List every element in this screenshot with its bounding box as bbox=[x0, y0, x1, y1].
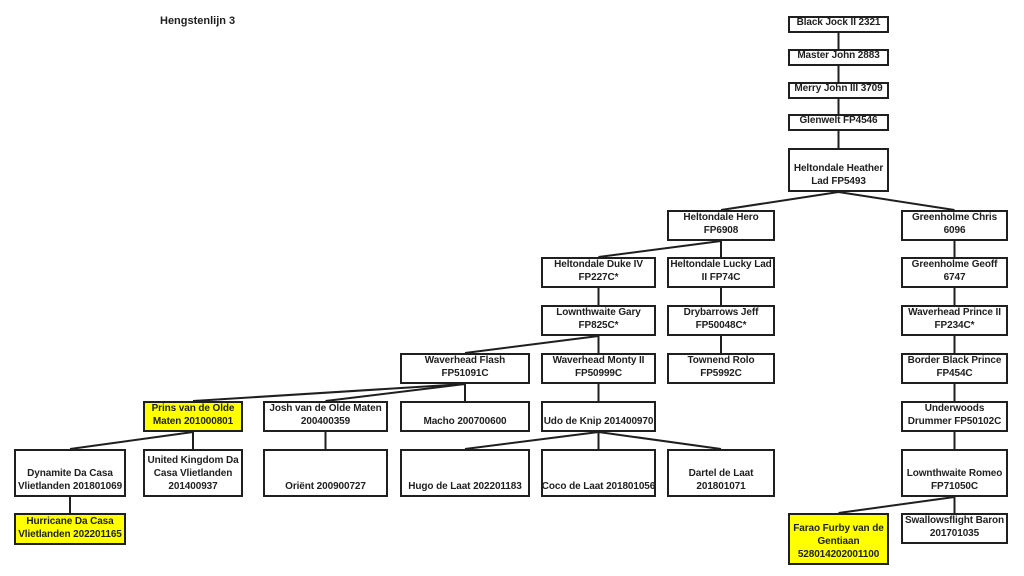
page-title: Hengstenlijn 3 bbox=[160, 15, 236, 27]
connector-romeo-farao bbox=[839, 497, 955, 513]
connector-flash-prins bbox=[193, 384, 465, 401]
node-label-line: Swallowsflight Baron bbox=[904, 515, 1005, 526]
node-label-line: Merry John III 3709 bbox=[794, 83, 883, 94]
pedigree-node-hero bbox=[667, 210, 775, 241]
node-label-line: Josh van de Olde Maten bbox=[269, 403, 382, 414]
pedigree-node-blackjock bbox=[788, 16, 889, 33]
node-label-line: Dynamite Da Casa bbox=[27, 468, 113, 479]
node-label-line: Greenholme Chris bbox=[911, 212, 998, 223]
pedigree-node-drummer bbox=[901, 401, 1008, 432]
node-label-line: Lad FP5493 bbox=[811, 176, 866, 187]
pedigree-node-luckylad bbox=[667, 257, 775, 288]
node-label-line: Hurricane Da Casa bbox=[26, 516, 114, 527]
pedigree-node-swallowsflight bbox=[901, 513, 1008, 544]
node-label-line: Glenwelt FP4546 bbox=[799, 115, 878, 126]
node-label-line: Oriënt 200900727 bbox=[285, 481, 366, 492]
pedigree-node-masterjohn bbox=[788, 49, 889, 66]
node-label-line: Heltondale Lucky Lad bbox=[670, 259, 772, 270]
pedigree-node-dynamite bbox=[14, 449, 126, 497]
node-label-line: Coco de Laat 201801056 bbox=[541, 481, 656, 492]
node-label-line: Vlietlanden 202201165 bbox=[18, 529, 122, 540]
pedigree-node-jeff bbox=[667, 305, 775, 336]
node-label-line: Lownthwaite Romeo bbox=[906, 468, 1003, 479]
node-label-line: Greenholme Geoff bbox=[911, 259, 998, 270]
node-label-line: 201801071 bbox=[696, 481, 746, 492]
node-label-line: Heltondale Hero bbox=[683, 212, 759, 223]
node-label-line: FP50048C* bbox=[695, 320, 747, 331]
node-label-line: Gentiaan bbox=[817, 536, 860, 547]
pedigree-node-princeii bbox=[901, 305, 1008, 336]
node-label-line: Black Jock II 2321 bbox=[796, 17, 881, 28]
node-label-line: FP454C bbox=[936, 368, 973, 379]
pedigree-node-hurricane bbox=[14, 513, 126, 545]
connector-gary-flash bbox=[465, 336, 599, 353]
node-label-line: Casa Vlietlanden bbox=[153, 468, 233, 479]
node-label-line: FP234C* bbox=[934, 320, 975, 331]
pedigree-node-gary bbox=[541, 305, 656, 336]
node-label-line: Waverhead Prince II bbox=[908, 307, 1001, 318]
node-label-line: FP50999C bbox=[574, 368, 622, 379]
node-label-line: Drummer FP50102C bbox=[907, 416, 1002, 427]
pedigree-node-josh bbox=[263, 401, 388, 432]
node-label-line: 6096 bbox=[943, 225, 966, 236]
pedigree-node-dartel bbox=[667, 449, 775, 497]
pedigree-node-rolo bbox=[667, 353, 775, 384]
connector-flash-josh bbox=[326, 384, 466, 401]
pedigree-node-glenwelt bbox=[788, 114, 889, 131]
pedigree-node-heatherlad bbox=[788, 148, 889, 192]
node-label-line: II FP74C bbox=[701, 272, 741, 283]
node-label-line: FP51091C bbox=[441, 368, 489, 379]
node-label-line: Waverhead Flash bbox=[424, 355, 506, 366]
pedigree-node-geoff bbox=[901, 257, 1008, 288]
node-label-line: Underwoods bbox=[924, 403, 985, 414]
connector-hero-duke bbox=[599, 241, 722, 257]
pedigree-node-unitedkingdom bbox=[143, 449, 243, 497]
connector-udo-hugo bbox=[465, 432, 599, 449]
pedigree-node-coco bbox=[541, 449, 656, 497]
node-label-line: 528014202001100 bbox=[797, 549, 880, 560]
pedigree-node-merryjohn bbox=[788, 82, 889, 99]
connector-heatherlad-hero bbox=[721, 192, 839, 210]
pedigree-node-monty bbox=[541, 353, 656, 384]
connector-prins-dynamite bbox=[70, 432, 193, 449]
node-label-line: Maten 201000801 bbox=[152, 416, 234, 427]
node-label-line: FP227C* bbox=[578, 272, 619, 283]
pedigree-node-duke bbox=[541, 257, 656, 288]
connector-heatherlad-chris bbox=[839, 192, 955, 210]
node-label-line: Master John 2883 bbox=[797, 50, 880, 61]
node-label-line: Udo de Knip 201400970 bbox=[543, 416, 654, 427]
pedigree-node-romeo bbox=[901, 449, 1008, 497]
node-label-line: Hugo de Laat 202201183 bbox=[408, 481, 522, 492]
node-label-line: United Kingdom Da bbox=[147, 455, 239, 466]
node-label-line: 201701035 bbox=[929, 528, 980, 539]
pedigree-node-hugo bbox=[400, 449, 530, 497]
node-label-line: 6747 bbox=[943, 272, 966, 283]
node-label-line: 201400937 bbox=[168, 481, 218, 492]
node-label-line: Heltondale Duke IV bbox=[554, 259, 643, 270]
node-label-line: 200400359 bbox=[300, 416, 351, 427]
pedigree-node-chris bbox=[901, 210, 1008, 241]
node-label-line: Townend Rolo bbox=[687, 355, 755, 366]
connector-udo-dartel bbox=[599, 432, 722, 449]
node-label-line: FP6908 bbox=[703, 225, 739, 236]
pedigree-node-udo bbox=[541, 401, 656, 432]
node-label-line: Farao Furby van de bbox=[793, 523, 884, 534]
node-label-line: Heltondale Heather bbox=[793, 163, 884, 174]
pedigree-node-orient bbox=[263, 449, 388, 497]
node-label-line: Macho 200700600 bbox=[423, 416, 507, 427]
node-label-line: Vlietlanden 201801069 bbox=[17, 481, 123, 492]
node-label-line: Dartel de Laat bbox=[688, 468, 754, 479]
node-label-line: Lownthwaite Gary bbox=[556, 307, 641, 318]
node-label-line: Prins van de Olde bbox=[151, 403, 235, 414]
node-label-line: Border Black Prince bbox=[907, 355, 1002, 366]
node-label-line: FP825C* bbox=[578, 320, 619, 331]
pedigree-node-prins bbox=[143, 401, 243, 432]
node-label-line: FP5992C bbox=[700, 368, 742, 379]
pedigree-node-farao bbox=[788, 513, 889, 565]
node-label-line: FP71050C bbox=[930, 481, 978, 492]
node-label-line: Drybarrows Jeff bbox=[683, 307, 759, 318]
pedigree-node-flash bbox=[400, 353, 530, 384]
node-label-line: Waverhead Monty II bbox=[552, 355, 645, 366]
pedigree-node-macho bbox=[400, 401, 530, 432]
pedigree-node-borderblack bbox=[901, 353, 1008, 384]
